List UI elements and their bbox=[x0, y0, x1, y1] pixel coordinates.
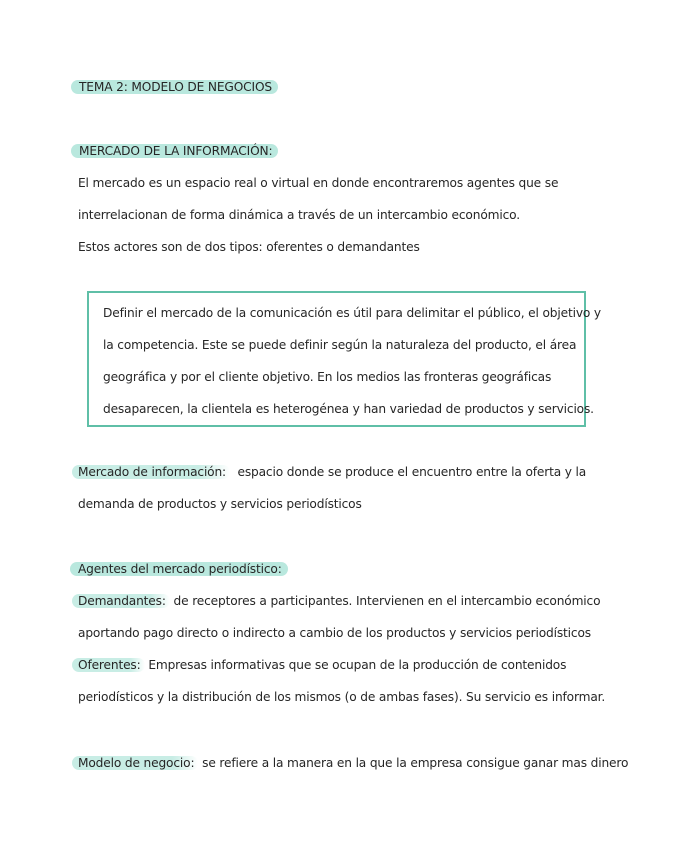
demandantes-definition bbox=[78, 592, 600, 610]
callout-box bbox=[87, 291, 601, 427]
term-highlight: Demandantes: bbox=[72, 594, 170, 608]
modelo-negocio-definition bbox=[78, 754, 628, 772]
section-heading-mercado bbox=[79, 142, 278, 160]
term-highlight: Mercado de información: bbox=[72, 465, 230, 479]
section-heading-agentes-text: Agentes del mercado periodístico: bbox=[70, 562, 288, 576]
paragraph-line: El mercado es un espacio real o virtual en donde encontraremos agentes que se bbox=[78, 176, 559, 190]
paragraph-line: demanda de productos y servicios periodísticos bbox=[78, 497, 362, 511]
callout-line: Definir el mercado de la comunicación es útil para delimitar el público, el objetivo y bbox=[103, 306, 601, 320]
term-highlight: Modelo de negocio: bbox=[72, 756, 198, 770]
section-heading-agentes bbox=[78, 560, 288, 578]
definition-text: Empresas informativas que se ocupan de la producción de contenidos bbox=[144, 658, 567, 672]
callout-line: geográfica y por el cliente objetivo. En los medios las fronteras geográficas bbox=[103, 370, 552, 384]
definition-text: se refiere a la manera en la que la empresa consigue ganar mas dinero bbox=[198, 756, 629, 770]
section-heading-mercado-text: MERCADO DE LA INFORMACIÓN: bbox=[71, 144, 278, 158]
paragraph-line: periodísticos y la distribución de los mismos (o de ambas fases). Su servicio es informar. bbox=[78, 690, 606, 704]
definition-text: de receptores a participantes. Intervienen en el intercambio económico bbox=[169, 594, 601, 608]
term-highlight: Oferentes: bbox=[72, 658, 145, 672]
callout-line: la competencia. Este se puede definir según la naturaleza del producto, el área bbox=[103, 338, 577, 352]
paragraph-line: interrelacionan de forma dinámica a través de un intercambio económico. bbox=[78, 208, 520, 222]
definition-text: espacio donde se produce el encuentro entre la oferta y la bbox=[230, 465, 587, 479]
callout-line: desaparecen, la clientela es heterogénea y han variedad de productos y servicios. bbox=[103, 402, 594, 416]
oferentes-definition bbox=[78, 656, 566, 674]
mercado-informacion-definition bbox=[78, 463, 586, 481]
paragraph-line: aportando pago directo o indirecto a cambio de los productos y servicios periodísticos bbox=[78, 626, 591, 640]
page-title-text: TEMA 2: MODELO DE NEGOCIOS bbox=[71, 80, 278, 94]
page-title bbox=[79, 78, 278, 96]
paragraph-line: Estos actores son de dos tipos: oferentes o demandantes bbox=[78, 240, 420, 254]
